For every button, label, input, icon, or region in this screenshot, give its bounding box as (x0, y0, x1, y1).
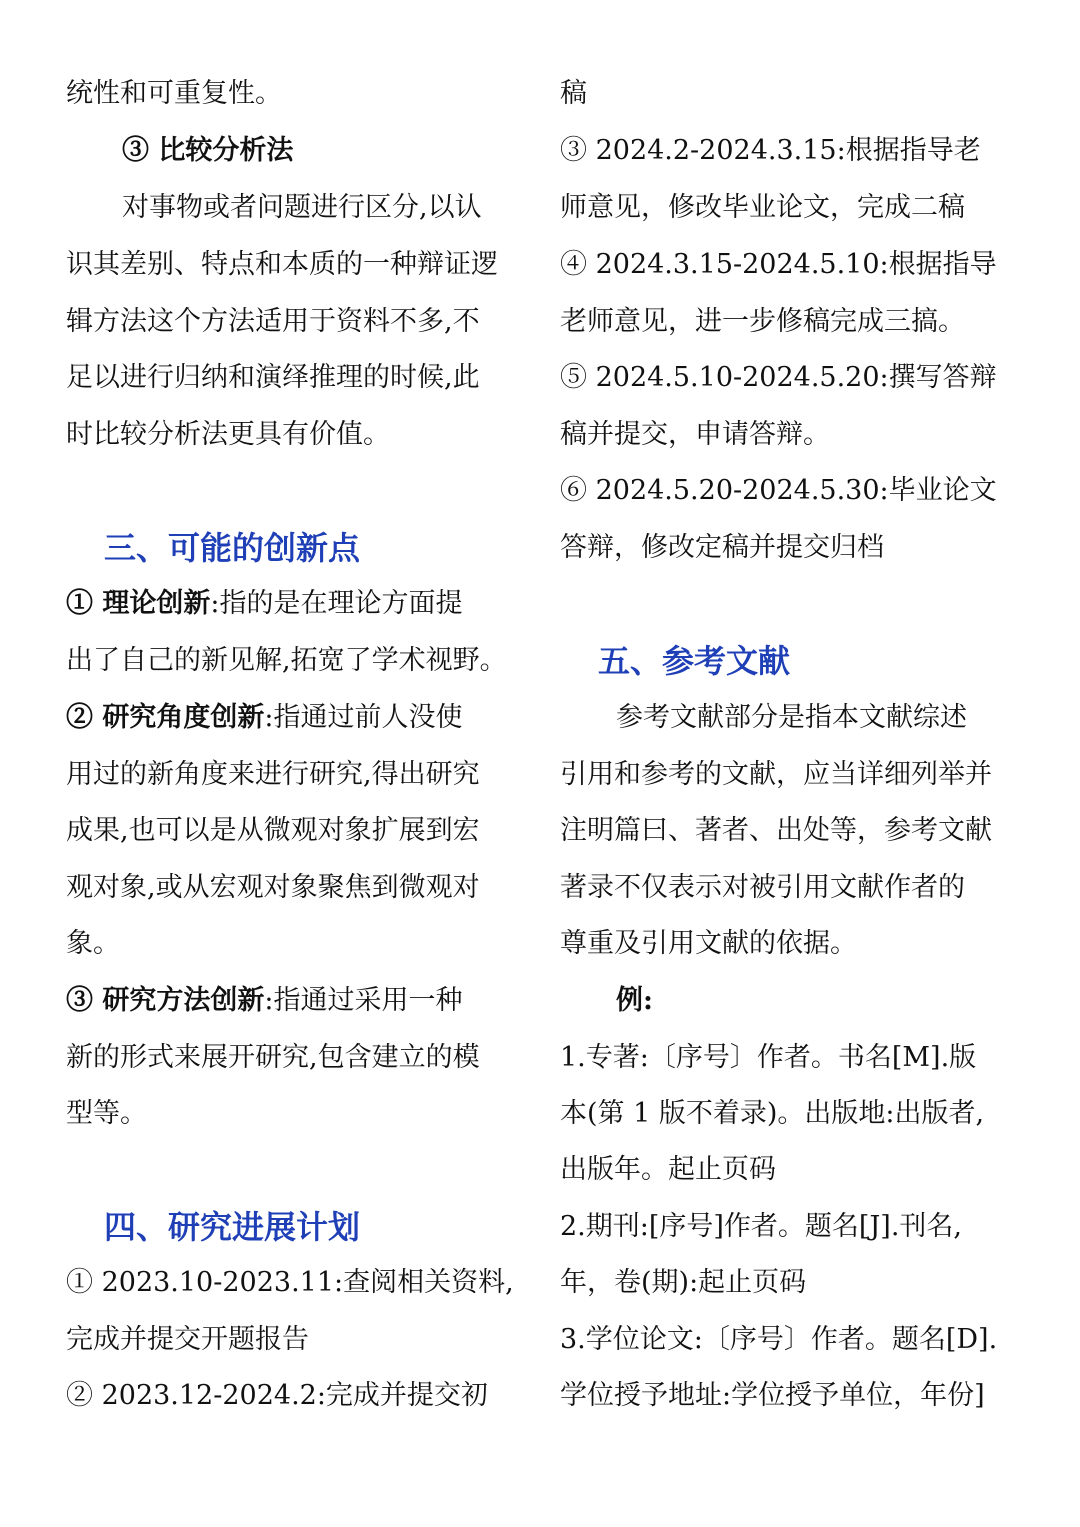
text-line: 稿 (560, 78, 587, 109)
text-line: 年，卷(期):起止页码 (560, 1267, 807, 1298)
item-text: :指通过采用一种 (264, 985, 463, 1016)
text-line: 完成并提交开题报告 (66, 1324, 309, 1355)
plan-item: ② 2023.12-2024.2:完成并提交初 (66, 1380, 488, 1411)
text-line: 学位授予地址:学位授予单位，年份] (560, 1380, 985, 1411)
text-line: 时比较分析法更具有价值。 (66, 419, 390, 450)
reference-example: 1.专著:〔序号〕作者。书名[M].版 (560, 1042, 977, 1073)
text-line: 对事物或者问题进行区分,以认 (122, 192, 482, 223)
plan-item: ⑤ 2024.5.10-2024.5.20:撰写答辩 (560, 362, 997, 393)
reference-example: 3.学位论文:〔序号〕作者。题名[D]. (560, 1324, 998, 1355)
example-label: 例: (616, 985, 653, 1016)
text-line: 尊重及引用文献的依据。 (560, 928, 857, 959)
text-line: 新的形式来展开研究,包含建立的模 (66, 1042, 480, 1073)
item-label: ① 理论创新 (66, 588, 211, 619)
item-text: :指的是在理论方面提 (210, 588, 463, 619)
text-line: 师意见，修改毕业论文，完成二稿 (560, 192, 965, 223)
text-line: 辑方法这个方法适用于资料不多,不 (66, 306, 480, 337)
innovation-item-3 (66, 981, 463, 1021)
method-heading: ③ 比较分析法 (122, 135, 294, 166)
text-line: 引用和参考的文献，应当详细列举并 (560, 759, 992, 790)
text-line: 本(第 1 版不着录)。出版地:出版者, (560, 1098, 985, 1129)
innovation-item-2 (66, 698, 463, 738)
text-line: 观对象,或从宏观对象聚焦到微观对 (66, 872, 480, 903)
plan-item: ④ 2024.3.15-2024.5.10:根据指导 (560, 249, 997, 280)
item-text: :指通过前人没使 (264, 702, 463, 733)
text-line: 出了自己的新见解,拓宽了学术视野。 (66, 645, 507, 676)
plan-item: ① 2023.10-2023.11:查阅相关资料, (66, 1267, 514, 1298)
text-line: 老师意见，进一步修稿完成三搞。 (560, 306, 965, 337)
text-line: 注明篇曰、著者、出处等，参考文献 (560, 815, 992, 846)
text-line: 著录不仅表示对被引用文献作者的 (560, 872, 965, 903)
text-line: 识其差别、特点和本质的一种辩证逻 (66, 249, 498, 280)
text-line: 足以进行归纳和演绎推理的时候,此 (66, 362, 480, 393)
section-heading-references: 五、参考文献 (598, 642, 791, 680)
text-line: 型等。 (66, 1098, 147, 1129)
section-heading-plan: 四、研究进展计划 (104, 1208, 361, 1246)
text-line: 统性和可重复性。 (66, 78, 282, 109)
text-line: 参考文献部分是指本文献综述 (616, 702, 967, 733)
text-line: 象。 (66, 928, 120, 959)
text-line: 稿并提交，申请答辩。 (560, 419, 830, 450)
text-line: 成果,也可以是从微观对象扩展到宏 (66, 815, 480, 846)
reference-example: 2.期刊:[序号]作者。题名[J].刊名, (560, 1211, 962, 1242)
item-label: ③ 研究方法创新 (66, 985, 265, 1016)
innovation-item-1 (66, 584, 463, 624)
item-label: ② 研究角度创新 (66, 702, 265, 733)
plan-item: ⑥ 2024.5.20-2024.5.30:毕业论文 (560, 475, 997, 506)
text-line: 出版年。起止页码 (560, 1154, 776, 1185)
text-line: 答辩，修改定稿并提交归档 (560, 532, 884, 563)
plan-item: ③ 2024.2-2024.3.15:根据指导老 (560, 135, 981, 166)
text-line: 用过的新角度来进行研究,得出研究 (66, 759, 480, 790)
section-heading-innovation: 三、可能的创新点 (104, 529, 361, 567)
